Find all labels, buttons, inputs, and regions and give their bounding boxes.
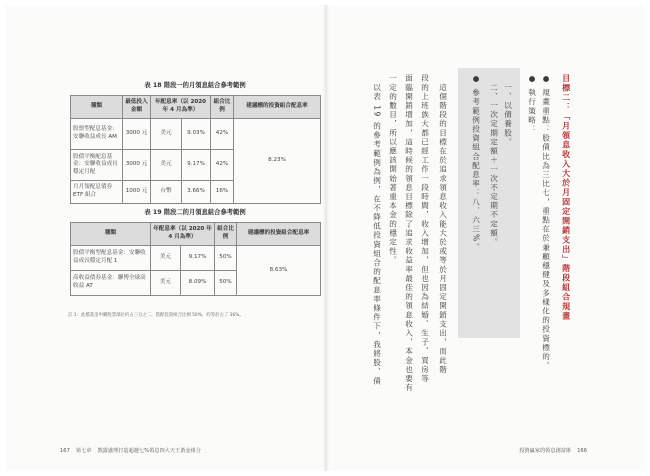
fund-name: 股票型配息基金：安聯收益成長 AM <box>71 119 123 150</box>
min-amount: 1000 元 <box>123 181 151 204</box>
footnote: 註 1：此檔基金申購股票部位約占三分之二，搭配投資組合比例 50%，約等於占了 36%。 <box>68 313 244 318</box>
table18-header-row <box>71 96 321 119</box>
right-footer <box>513 447 587 454</box>
min-amount: 3000 元 <box>123 150 151 181</box>
yield-rate: 9.17% <box>182 150 211 181</box>
allocation-ratio: 16% <box>211 181 234 204</box>
table19-header-portfolio: 建議標的投資組合配息率 <box>237 223 321 246</box>
book-title: 投資贏家的領息創富術 <box>519 448 572 454</box>
text-column: 一、以債養股。 <box>503 74 513 147</box>
chapter-title: 教露盛理打造超越七%領息四大天王黃金組合 <box>97 448 201 454</box>
table18-header-rate: 年配息率（以 2020 年 4 月為準） <box>151 96 211 119</box>
table18-caption: 表 18 階段一的月領息組合參考範例 <box>144 82 246 89</box>
table18 <box>70 95 321 204</box>
table-row <box>71 119 321 150</box>
portfolio-rate: 8.23% <box>234 119 321 204</box>
table19-header-rate: 年配息率（以 2020 年 4 月為準） <box>151 223 215 246</box>
left-footer <box>60 447 207 454</box>
yield-rate: 9.17% <box>181 246 215 271</box>
text-column: 一定的數目，所以應該開始著重本金的穩定性。 <box>388 74 398 266</box>
fund-name: 股債平衡型配息基金：安聯收益成長穩定月配 1 <box>71 246 151 271</box>
text-column: 面臨開銷增加，這時候的領息目標除了追求收益率最佳的領息收入，本金也要有 <box>404 74 414 393</box>
fund-name: 月月領配息債券 ETF 組合 <box>71 181 123 204</box>
yield-rate: 8.09% <box>181 271 215 296</box>
yield-rate: 3.66% <box>182 181 211 204</box>
page-number: 166 <box>577 448 587 454</box>
min-amount: 3000 元 <box>123 119 151 150</box>
text-column: ● 規畫重點：股債比為三比七，重點在於兼顧穩健及多樣化的投資標的。 <box>541 74 551 371</box>
allocation-ratio: 42% <box>211 150 234 181</box>
table19 <box>70 222 321 296</box>
currency: 台幣 <box>151 181 182 204</box>
page-number: 167 <box>60 448 70 454</box>
book-spine <box>323 5 329 471</box>
text-column: 以表 19 的參考範例為例，在不降低投資組合的配息率條件下，我將股、債 <box>372 74 382 386</box>
table19-header-type: 種類 <box>71 223 151 246</box>
table18-header-type: 種類 <box>71 96 123 119</box>
table19-header-ratio: 組合比例 <box>215 223 237 246</box>
text-column: ● 執行策略： <box>527 74 537 134</box>
yield-rate: 9.03% <box>182 119 211 150</box>
allocation-ratio: 50% <box>215 271 237 296</box>
currency: 美元 <box>151 119 182 150</box>
currency: 美元 <box>151 150 182 181</box>
table18-header-portfolio: 建議標的投資組合配息率 <box>234 96 321 119</box>
currency: 美元 <box>151 271 181 296</box>
allocation-ratio: 50% <box>215 246 237 271</box>
table18-header-ratio: 組合比例 <box>211 96 234 119</box>
table18-header-min: 最低投入金額 <box>123 96 151 119</box>
section-heading: 目標二：「月領息收入大於月固定開銷支出」階段組合規畫 <box>561 74 571 321</box>
allocation-ratio: 42% <box>211 119 234 150</box>
table19-caption: 表 19 階段二的月領息組合參考範例 <box>144 209 246 216</box>
text-column: 二、一次定期定額＋一次不定期不定額。 <box>489 74 499 247</box>
portfolio-rate: 8.63% <box>237 246 321 296</box>
text-column: 這個階段的目標在於追求領息收入能大於或等於月固定開銷支出，而此階 <box>438 74 448 375</box>
fund-name: 高收益債券基金：聯博全球高收益 AT <box>71 271 151 296</box>
table-row <box>71 246 321 271</box>
currency: 美元 <box>151 246 181 271</box>
text-column: 段的上班族大都已經工作一段時間，收入增加，但也因為結婚、生子、買房等 <box>420 74 430 384</box>
chapter-label: 第七章 <box>75 448 92 454</box>
fund-name: 股債平衡配息基金：安聯收益成長穩定月配 <box>71 150 123 181</box>
text-column: ● 參考範例投資組合配息率：八．六三%。 <box>471 74 481 252</box>
table19-header-row <box>71 223 321 246</box>
